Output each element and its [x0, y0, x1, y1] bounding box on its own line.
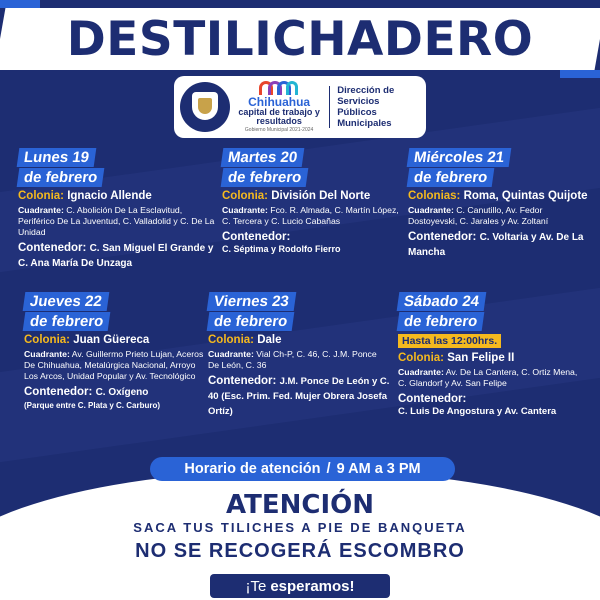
contenedor-value: C. Luis De Angostura y Av. Cantera: [398, 406, 557, 417]
logo-box: [174, 76, 426, 138]
contenedor-row: Contenedor:: [398, 393, 467, 405]
contenedor-row: Contenedor: J.M. Ponce De León y C. 40 (Esc. Prim. Fed. Mujer Obrera Josefa Ortíz): [208, 375, 390, 417]
day-date: de febrero: [397, 312, 485, 331]
day-date: de febrero: [23, 312, 111, 331]
department-name: Dirección de Servicios Públicos Municipales: [337, 85, 395, 129]
colonia-row: Colonia: Dale: [208, 334, 282, 346]
contenedor-row: Contenedor: C. San Miguel El Grande y C. Ana María De Unzaga: [18, 242, 214, 269]
day-card-sabado: [398, 292, 588, 417]
cuadrante-row: Cuadrante: C. Abolición De La Esclavitud, Periférico De La Juventud, C. Valladolid y C. De La Unidad: [18, 205, 215, 237]
colonia-row: Colonia: División Del Norte: [222, 190, 371, 202]
city-logo: [236, 81, 322, 133]
title-accent: [560, 70, 600, 78]
colonia-row: Colonia: San Felipe II: [398, 352, 515, 364]
contenedor-row: Contenedor: C. Oxígeno: [24, 386, 149, 398]
day-card-viernes: [208, 292, 390, 419]
day-card-lunes: [18, 148, 220, 271]
page-title: DESTILICHADERO: [66, 11, 534, 67]
municipal-seal-icon: [180, 82, 230, 132]
cta-badge: [210, 574, 390, 598]
cuadrante-row: Cuadrante: Av. Guillermo Prieto Lujan, Aceros De Chihuahua, Metalúrgica Nacional, Arroyo Los Arcos, Unidad Popular y Av. Tecnológico: [24, 349, 204, 381]
day-name: Martes 20: [221, 148, 305, 167]
day-date: de febrero: [207, 312, 295, 331]
day-date: de febrero: [221, 168, 309, 187]
title-wrap: [0, 8, 600, 70]
colonia-row: Colonia: Ignacio Allende: [18, 190, 152, 202]
city-tagline: capital de trabajo y resultados: [238, 107, 320, 126]
day-name: Viernes 23: [207, 292, 296, 311]
day-name: Miércoles 21: [407, 148, 512, 167]
title-accent: [0, 0, 40, 8]
contenedor-row: Contenedor: C. Voltaria y Av. De La Mancha: [408, 231, 584, 258]
day-card-jueves: [24, 292, 206, 411]
hours-value: 9 AM a 3 PM: [336, 461, 421, 477]
cuadrante-row: Cuadrante: C. Canutillo, Av. Fedor Dostoyevski, C. Jarales y Av. Zoltaní: [408, 205, 549, 226]
cta-main: esperamos!: [270, 577, 355, 595]
cuadrante-row: Cuadrante: Av. De La Cantera, C. Ortiz Mena, C. Glandorf y Av. San Felipe: [398, 367, 578, 388]
city-name: Chihuahua: [248, 95, 311, 109]
day-name: Jueves 22: [23, 292, 109, 311]
colonia-row: Colonia: Juan Güereca: [24, 334, 150, 346]
cuadrante-row: Cuadrante: Fco. R. Almada, C. Martín López, C. Tercera y C. Lucio Cabañas: [222, 205, 399, 226]
attention-line-2: NO SE RECOGERÁ ESCOMBRO: [135, 540, 465, 562]
colonia-row: Colonias: Roma, Quintas Quijote: [408, 190, 588, 202]
time-limit-badge: Hasta las 12:00hrs.: [398, 334, 501, 348]
contenedor-value: C. Séptima y Rodolfo Fierro: [222, 244, 341, 254]
contenedor-note: (Parque entre C. Plata y C. Carburo): [24, 401, 161, 410]
attention-line-1: SACA TUS TILICHES A PIE DE BANQUETA: [133, 520, 467, 535]
hours-label: Horario de atención: [184, 461, 321, 477]
hours-badge: [150, 457, 455, 481]
cuadrante-row: Cuadrante: Vial Ch-P, C. 46, C. J.M. Ponce De León, C. 36: [208, 349, 377, 370]
cta-pre: ¡Te: [245, 577, 267, 595]
day-date: de febrero: [17, 168, 105, 187]
logo-divider: [329, 86, 330, 128]
day-card-martes: [222, 148, 404, 255]
city-mark-icon: [259, 81, 299, 95]
day-card-miercoles: [408, 148, 588, 260]
day-date: de febrero: [407, 168, 495, 187]
city-years: Gobierno Municipal 2021-2024: [244, 127, 314, 133]
hours-separator: /: [326, 461, 331, 477]
day-name: Lunes 19: [17, 148, 97, 167]
contenedor-row: Contenedor:: [222, 231, 291, 243]
day-name: Sábado 24: [397, 292, 487, 311]
attention-heading: ATENCIÓN: [226, 490, 374, 520]
